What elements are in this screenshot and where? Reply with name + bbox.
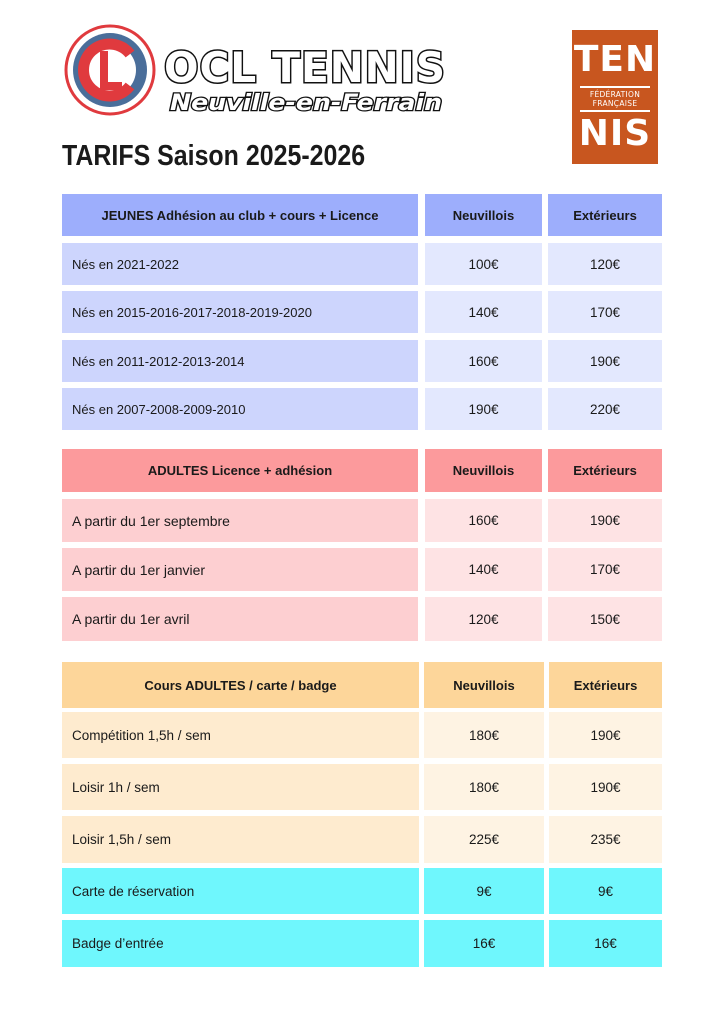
cours-row-2-label: Loisir 1,5h / sem bbox=[62, 816, 419, 863]
cours-row-4-exterieurs-price: 16€ bbox=[549, 920, 662, 967]
cours-row-1-neuvillois-price: 180€ bbox=[424, 764, 544, 810]
club-city: Neuville-en-Ferrain bbox=[170, 91, 442, 116]
jeunes-row-1-exterieurs-price: 170€ bbox=[548, 291, 662, 333]
cours-header-label: Cours ADULTES / carte / badge bbox=[62, 662, 419, 708]
jeunes-row-0-neuvillois-price: 100€ bbox=[425, 243, 542, 285]
adultes-row-0-exterieurs-price: 190€ bbox=[548, 499, 662, 542]
cours-header-exterieurs: Extérieurs bbox=[549, 662, 662, 708]
cours-row-1-exterieurs-price: 190€ bbox=[549, 764, 662, 810]
adultes-header-neuvillois: Neuvillois bbox=[425, 449, 542, 492]
adultes-header-label: ADULTES Licence + adhésion bbox=[62, 449, 418, 492]
jeunes-row-2-neuvillois-price: 160€ bbox=[425, 340, 542, 382]
club-name: OCL TENNIS bbox=[164, 43, 446, 92]
adultes-row-0-neuvillois-price: 160€ bbox=[425, 499, 542, 542]
cours-row-2-exterieurs-price: 235€ bbox=[549, 816, 662, 863]
adultes-row-2-neuvillois-price: 120€ bbox=[425, 597, 542, 641]
cours-row-2-neuvillois-price: 225€ bbox=[424, 816, 544, 863]
cours-row-3-label: Carte de réservation bbox=[62, 868, 419, 914]
cours-row-4-label: Badge d’entrée bbox=[62, 920, 419, 967]
jeunes-row-0-exterieurs-price: 120€ bbox=[548, 243, 662, 285]
jeunes-row-3-exterieurs-price: 220€ bbox=[548, 388, 662, 430]
adultes-row-1-neuvillois-price: 140€ bbox=[425, 548, 542, 591]
federation-logo-bottom: NIS bbox=[578, 113, 652, 154]
cours-header-neuvillois: Neuvillois bbox=[424, 662, 544, 708]
cours-row-3-exterieurs-price: 9€ bbox=[549, 868, 662, 914]
jeunes-header-neuvillois: Neuvillois bbox=[425, 194, 542, 236]
federation-logo-line2: FRANÇAISE bbox=[592, 99, 638, 108]
jeunes-row-0-label: Nés en 2021-2022 bbox=[62, 243, 418, 285]
cours-row-0-label: Compétition 1,5h / sem bbox=[62, 712, 419, 758]
adultes-row-0-label: A partir du 1er septembre bbox=[62, 499, 418, 542]
club-name-logo bbox=[162, 34, 452, 120]
page-title: TARIFS Saison 2025-2026 bbox=[62, 140, 366, 172]
jeunes-row-1-label: Nés en 2015-2016-2017-2018-2019-2020 bbox=[62, 291, 418, 333]
federation-logo bbox=[572, 30, 658, 164]
cours-row-0-exterieurs-price: 190€ bbox=[549, 712, 662, 758]
jeunes-row-1-neuvillois-price: 140€ bbox=[425, 291, 542, 333]
adultes-row-1-label: A partir du 1er janvier bbox=[62, 548, 418, 591]
adultes-row-2-label: A partir du 1er avril bbox=[62, 597, 418, 641]
adultes-row-1-exterieurs-price: 170€ bbox=[548, 548, 662, 591]
club-logo bbox=[64, 24, 156, 116]
jeunes-row-3-neuvillois-price: 190€ bbox=[425, 388, 542, 430]
federation-logo-line1: FÉDÉRATION bbox=[589, 90, 641, 99]
jeunes-row-2-exterieurs-price: 190€ bbox=[548, 340, 662, 382]
jeunes-header-exterieurs: Extérieurs bbox=[548, 194, 662, 236]
adultes-header-exterieurs: Extérieurs bbox=[548, 449, 662, 492]
jeunes-row-3-label: Nés en 2007-2008-2009-2010 bbox=[62, 388, 418, 430]
cours-row-4-neuvillois-price: 16€ bbox=[424, 920, 544, 967]
cours-row-1-label: Loisir 1h / sem bbox=[62, 764, 419, 810]
federation-logo-top: TEN bbox=[573, 39, 657, 80]
adultes-row-2-exterieurs-price: 150€ bbox=[548, 597, 662, 641]
jeunes-header-label: JEUNES Adhésion au club + cours + Licence bbox=[62, 194, 418, 236]
cours-row-3-neuvillois-price: 9€ bbox=[424, 868, 544, 914]
jeunes-row-2-label: Nés en 2011-2012-2013-2014 bbox=[62, 340, 418, 382]
cours-row-0-neuvillois-price: 180€ bbox=[424, 712, 544, 758]
